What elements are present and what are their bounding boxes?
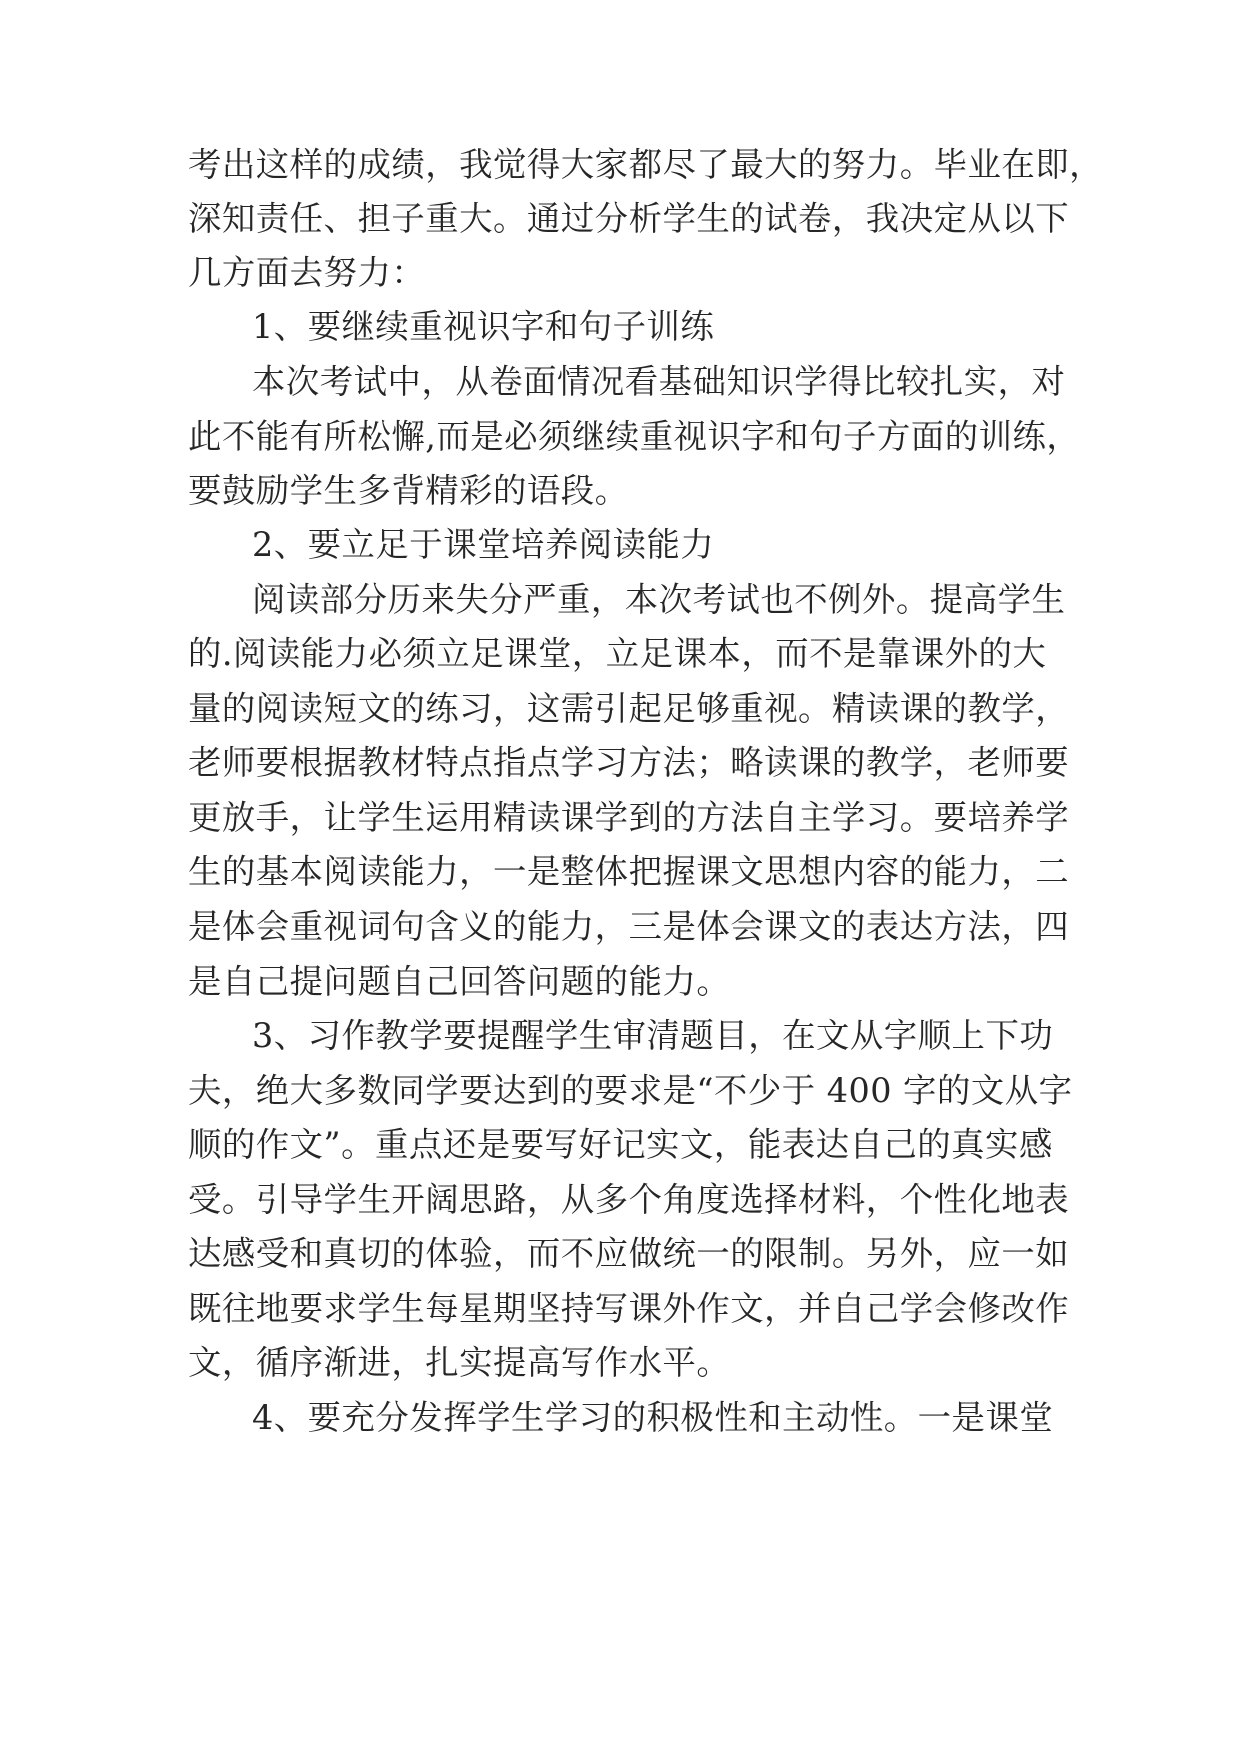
point-3-line-5: 达感受和真切的体验，而不应做统一的限制。另外，应一如: [188, 1234, 1070, 1273]
point-2-line-6: 生的基本阅读能力，一是整体把握课文思想内容的能力，二: [188, 852, 1070, 891]
point-3-line-3: 顺的作文”。重点还是要写好记实文，能表达自己的真实感: [188, 1125, 1053, 1164]
point-3-line-7: 文，循序渐进，扎实提高写作水平。: [188, 1343, 731, 1382]
point-1-heading: 1、要继续重视识字和句子训练: [252, 307, 715, 346]
point-2-line-8: 是自己提问题自己回答问题的能力。: [188, 962, 731, 1001]
point-1-line-1: 本次考试中，从卷面情况看基础知识学得比较扎实，对: [252, 362, 1066, 401]
point-2-line-5: 更放手，让学生运用精读课学到的方法自主学习。要培养学: [188, 798, 1070, 837]
intro-line-2: 深知责任、担子重大。通过分析学生的试卷，我决定从以下: [188, 199, 1070, 238]
point-3-line-6: 既往地要求学生每星期坚持写课外作文，并自己学会修改作: [188, 1289, 1070, 1328]
point-3-line-2: 夫，绝大多数同学要达到的要求是“不少于 400 字的文从字: [188, 1071, 1073, 1110]
point-3-line-4: 受。引导学生开阔思路，从多个角度选择材料，个性化地表: [188, 1180, 1070, 1219]
intro-line-3: 几方面去努力：: [188, 253, 426, 292]
point-2-line-4: 老师要根据教材特点指点学习方法；略读课的教学，老师要: [188, 743, 1070, 782]
point-3-line-1: 3、习作教学要提醒学生审清题目，在文从字顺上下功: [252, 1016, 1054, 1055]
point-1-line-3: 要鼓励学生多背精彩的语段。: [188, 471, 629, 510]
point-2-line-2: 的.阅读能力必须立足课堂，立足课本，而不是靠课外的大: [188, 634, 1047, 673]
point-4-line-1: 4、要充分发挥学生学习的积极性和主动性。一是课堂: [252, 1398, 1054, 1437]
point-2-line-7: 是体会重视词句含义的能力，三是体会课文的表达方法，四: [188, 907, 1070, 946]
point-2-heading: 2、要立足于课堂培养阅读能力: [252, 525, 715, 564]
intro-line-1: 考出这样的成绩，我觉得大家都尽了最大的努力。毕业在即，: [188, 145, 1104, 184]
point-2-line-1: 阅读部分历来失分严重，本次考试也不例外。提高学生: [252, 580, 1066, 619]
point-2-line-3: 量的阅读短文的练习，这需引起足够重视。精读课的教学，: [188, 689, 1070, 728]
point-1-line-2: 此不能有所松懈,而是必须继续重视识字和句子方面的训练，: [188, 417, 1081, 456]
